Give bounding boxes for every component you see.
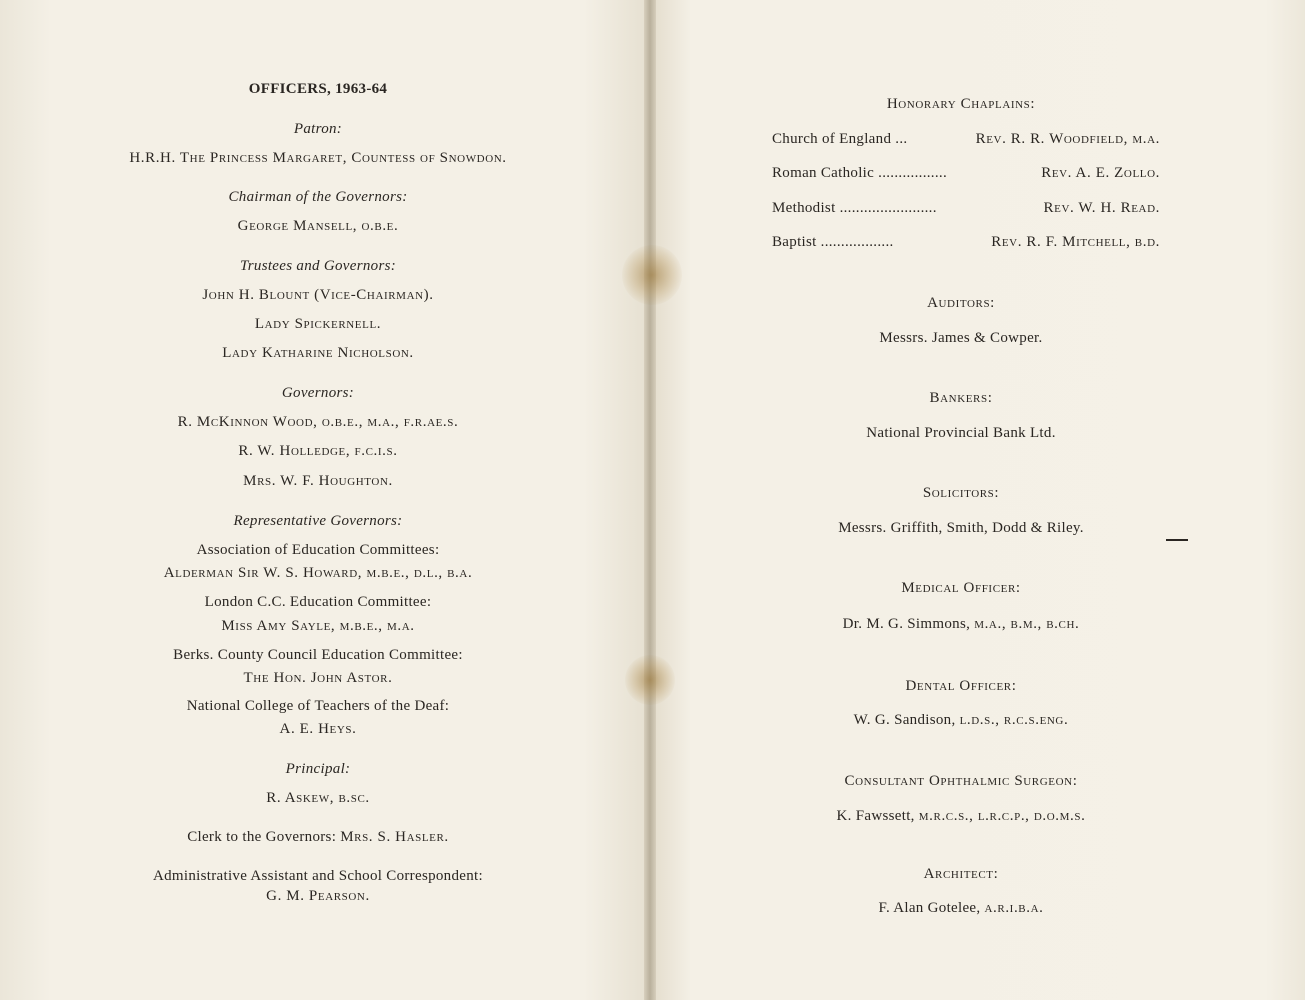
- dental-officer-line: [646, 712, 1276, 729]
- rep-body: Berks. County Council Education Committee:: [173, 647, 463, 663]
- patron-heading: Patron:: [293, 121, 343, 137]
- chaplain-name: Rev. R. R. Woodfield, m.a.: [975, 131, 1160, 147]
- chaplain-row: [772, 165, 1160, 182]
- page-title: OFFICERS, 1963-64: [248, 81, 388, 97]
- architect-heading: Architect:: [923, 866, 999, 882]
- medical-officer-quals: m.a., b.m., b.ch.: [974, 616, 1080, 632]
- admin-label: Administrative Assistant and School Correspondent:: [153, 868, 483, 884]
- medical-officer-line: [646, 616, 1276, 633]
- architect-line: [646, 900, 1276, 917]
- architect-quals: a.r.i.b.a.: [984, 900, 1044, 916]
- chaplains-heading: Honorary Chaplains:: [886, 96, 1036, 112]
- chaplain-name: Rev. R. F. Mitchell, b.d.: [991, 234, 1160, 250]
- chairman-heading: Chairman of the Governors:: [228, 189, 408, 205]
- left-page: [0, 0, 648, 1000]
- staple-stain: [625, 655, 675, 705]
- chaplain-row: [772, 200, 1160, 217]
- solicitors-name: Messrs. Griffith, Smith, Dodd & Riley.: [838, 520, 1084, 536]
- governor-item: R. W. Holledge, f.c.i.s.: [238, 443, 398, 459]
- chaplain-denomination: Methodist ........................: [772, 200, 937, 216]
- rep-body: London C.C. Education Committee:: [204, 594, 432, 610]
- bankers-name: National Provincial Bank Ltd.: [866, 425, 1056, 441]
- medical-officer-name: Dr. M. G. Simmons,: [842, 616, 971, 632]
- chaplain-row: [772, 131, 1160, 148]
- patron-name: H.R.H. The Princess Margaret, Countess of Snowdon.: [129, 150, 507, 166]
- chaplain-name: Rev. A. E. Zollo.: [1041, 165, 1160, 181]
- rep-name: The Hon. John Astor.: [243, 670, 393, 686]
- right-page: [652, 0, 1305, 1000]
- chaplain-row: [772, 234, 1160, 251]
- ophthalmic-surgeon-quals: m.r.c.s., l.r.c.p., d.o.m.s.: [918, 808, 1086, 824]
- trustee-item: Lady Spickernell.: [254, 316, 382, 332]
- bankers-heading: Bankers:: [929, 390, 993, 406]
- solicitors-heading: Solicitors:: [922, 485, 1000, 501]
- chaplain-name: Rev. W. H. Read.: [1043, 200, 1160, 216]
- governors-heading: Governors:: [281, 385, 355, 401]
- ophthalmic-surgeon-heading: Consultant Ophthalmic Surgeon:: [844, 773, 1078, 789]
- dental-officer-name: W. G. Sandison,: [853, 712, 956, 728]
- chaplain-denomination: Roman Catholic .................: [772, 165, 948, 181]
- clerk-line: [20, 829, 616, 846]
- architect-name: F. Alan Gotelee,: [878, 900, 981, 916]
- chaplain-denomination: Baptist ..................: [772, 234, 894, 250]
- margin-mark: [1166, 539, 1188, 541]
- trustees-heading: Trustees and Governors:: [239, 258, 397, 274]
- trustee-item: John H. Blount (Vice-Chairman).: [202, 287, 434, 303]
- chaplain-denomination: Church of England ...: [772, 131, 908, 147]
- rep-name: Miss Amy Sayle, m.b.e., m.a.: [221, 618, 415, 634]
- auditors-heading: Auditors:: [927, 295, 995, 311]
- ophthalmic-surgeon-line: [646, 808, 1276, 825]
- governor-item: R. McKinnon Wood, o.b.e., m.a., f.r.ae.s.: [177, 414, 459, 430]
- rep-name: Alderman Sir W. S. Howard, m.b.e., d.l., b.a.: [163, 565, 473, 581]
- rep-name: A. E. Heys.: [279, 721, 357, 737]
- admin-name: G. M. Pearson.: [266, 888, 370, 904]
- staple-stain: [622, 245, 682, 305]
- clerk-label: Clerk to the Governors:: [187, 829, 337, 845]
- clerk-name: Mrs. S. Hasler.: [340, 829, 449, 845]
- medical-officer-heading: Medical Officer:: [901, 580, 1021, 596]
- governor-item: Mrs. W. F. Houghton.: [243, 473, 393, 489]
- rep-governors-heading: Representative Governors:: [233, 513, 403, 529]
- principal-name: R. Askew, b.sc.: [266, 790, 370, 806]
- principal-heading: Principal:: [285, 761, 351, 777]
- auditors-name: Messrs. James & Cowper.: [879, 330, 1043, 346]
- rep-body: Association of Education Committees:: [196, 542, 440, 558]
- rep-body: National College of Teachers of the Deaf:: [186, 698, 450, 714]
- spine-gutter: [644, 0, 656, 1000]
- chairman-name: George Mansell, o.b.e.: [237, 218, 399, 234]
- ophthalmic-surgeon-name: K. Fawssett,: [836, 808, 915, 824]
- trustee-item: Lady Katharine Nicholson.: [222, 345, 414, 361]
- dental-officer-heading: Dental Officer:: [905, 678, 1017, 694]
- dental-officer-quals: l.d.s., r.c.s.eng.: [959, 712, 1069, 728]
